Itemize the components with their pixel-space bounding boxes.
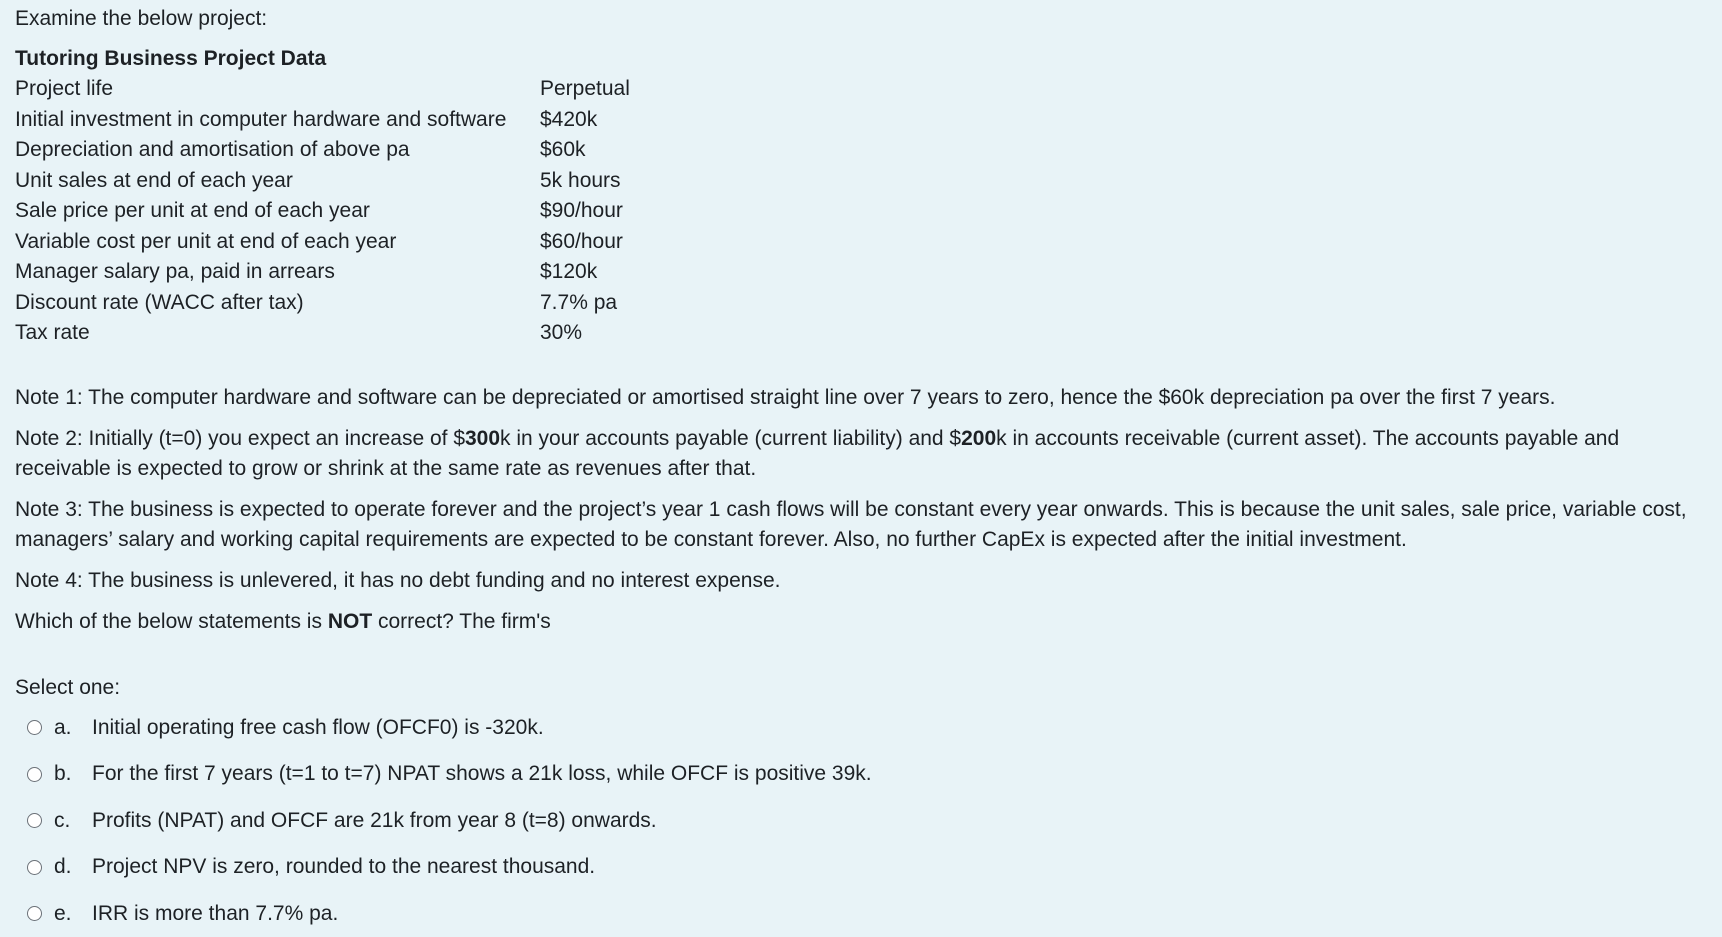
note-1: Note 1: The computer hardware and software can be depreciated or amortised straight line over 7 years to zero, hence the $60k depreciation pa over the first 7 years.: [15, 383, 1707, 413]
answer-option-c[interactable]: [15, 798, 1707, 845]
option-text[interactable]: IRR is more than 7.7% pa.: [92, 899, 338, 929]
table-row: [15, 135, 630, 166]
radio-button[interactable]: [27, 767, 42, 782]
table-row: [15, 288, 630, 319]
row-value: $60/hour: [540, 227, 630, 258]
table-row: [15, 105, 630, 136]
radio-button[interactable]: [27, 906, 42, 921]
option-letter: c.: [54, 806, 92, 836]
row-value: 7.7% pa: [540, 288, 630, 319]
question-text-start: Which of the below statements is: [15, 610, 328, 633]
row-label: Discount rate (WACC after tax): [15, 288, 540, 319]
note-3: Note 3: The business is expected to operate forever and the project’s year 1 cash flows will be constant every year onwards. This is because the unit sales, sale price, variable cost, managers’ salary and working capital requirements are expected to be constant forever. Also, no further CapEx is expected after the initial investment.: [15, 495, 1707, 555]
radio-button[interactable]: [27, 860, 42, 875]
row-label: Unit sales at end of each year: [15, 166, 540, 197]
option-text[interactable]: Initial operating free cash flow (OFCF0) is -320k.: [92, 713, 544, 743]
project-data-title: Tutoring Business Project Data: [15, 44, 1707, 74]
notes-section: [15, 383, 1707, 637]
option-letter: b.: [54, 759, 92, 789]
row-value: 5k hours: [540, 166, 630, 197]
answer-option-d[interactable]: [15, 844, 1707, 891]
option-letter: e.: [54, 899, 92, 929]
option-letter: a.: [54, 713, 92, 743]
option-letter: d.: [54, 852, 92, 882]
note-4: Note 4: The business is unlevered, it has no debt funding and no interest expense.: [15, 566, 1707, 596]
radio-button[interactable]: [27, 813, 42, 828]
row-label: Project life: [15, 74, 540, 105]
row-value: Perpetual: [540, 74, 630, 105]
question-emphasis: NOT: [328, 610, 372, 633]
row-value: $120k: [540, 257, 630, 288]
option-text[interactable]: For the first 7 years (t=1 to t=7) NPAT shows a 21k loss, while OFCF is positive 39k.: [92, 759, 872, 789]
note-2: [15, 424, 1707, 484]
table-row: [15, 74, 630, 105]
option-text[interactable]: Project NPV is zero, rounded to the nearest thousand.: [92, 852, 595, 882]
row-value: $90/hour: [540, 196, 630, 227]
row-value: 30%: [540, 318, 630, 349]
table-row: [15, 318, 630, 349]
note-2-text: k in accounts receivable (current asset). The accounts payable and receivable is expected to grow or shrink at the same rate as revenues after that.: [15, 427, 1619, 480]
option-text[interactable]: Profits (NPAT) and OFCF are 21k from year 8 (t=8) onwards.: [92, 806, 657, 836]
question-text: [15, 607, 1707, 637]
row-value: $60k: [540, 135, 630, 166]
select-one-label: Select one:: [15, 673, 1707, 703]
note-2-receivable-amount: 200: [961, 427, 996, 450]
note-2-text: k in your accounts payable (current liability) and $: [500, 427, 961, 450]
project-data-table: [15, 74, 630, 349]
answer-option-a[interactable]: [15, 705, 1707, 752]
row-value: $420k: [540, 105, 630, 136]
row-label: Manager salary pa, paid in arrears: [15, 257, 540, 288]
question-text-end: correct? The firm's: [372, 610, 551, 633]
table-row: [15, 257, 630, 288]
row-label: Initial investment in computer hardware and software: [15, 105, 540, 136]
intro-text: Examine the below project:: [15, 4, 1707, 34]
table-row: [15, 227, 630, 258]
note-2-payable-amount: 300: [465, 427, 500, 450]
row-label: Depreciation and amortisation of above pa: [15, 135, 540, 166]
answer-option-e[interactable]: [15, 891, 1707, 937]
note-2-text: Note 2: Initially (t=0) you expect an increase of $: [15, 427, 465, 450]
radio-button[interactable]: [27, 720, 42, 735]
row-label: Variable cost per unit at end of each year: [15, 227, 540, 258]
row-label: Tax rate: [15, 318, 540, 349]
table-row: [15, 166, 630, 197]
answer-option-b[interactable]: [15, 751, 1707, 798]
row-label: Sale price per unit at end of each year: [15, 196, 540, 227]
table-row: [15, 196, 630, 227]
answer-options: [15, 705, 1707, 937]
